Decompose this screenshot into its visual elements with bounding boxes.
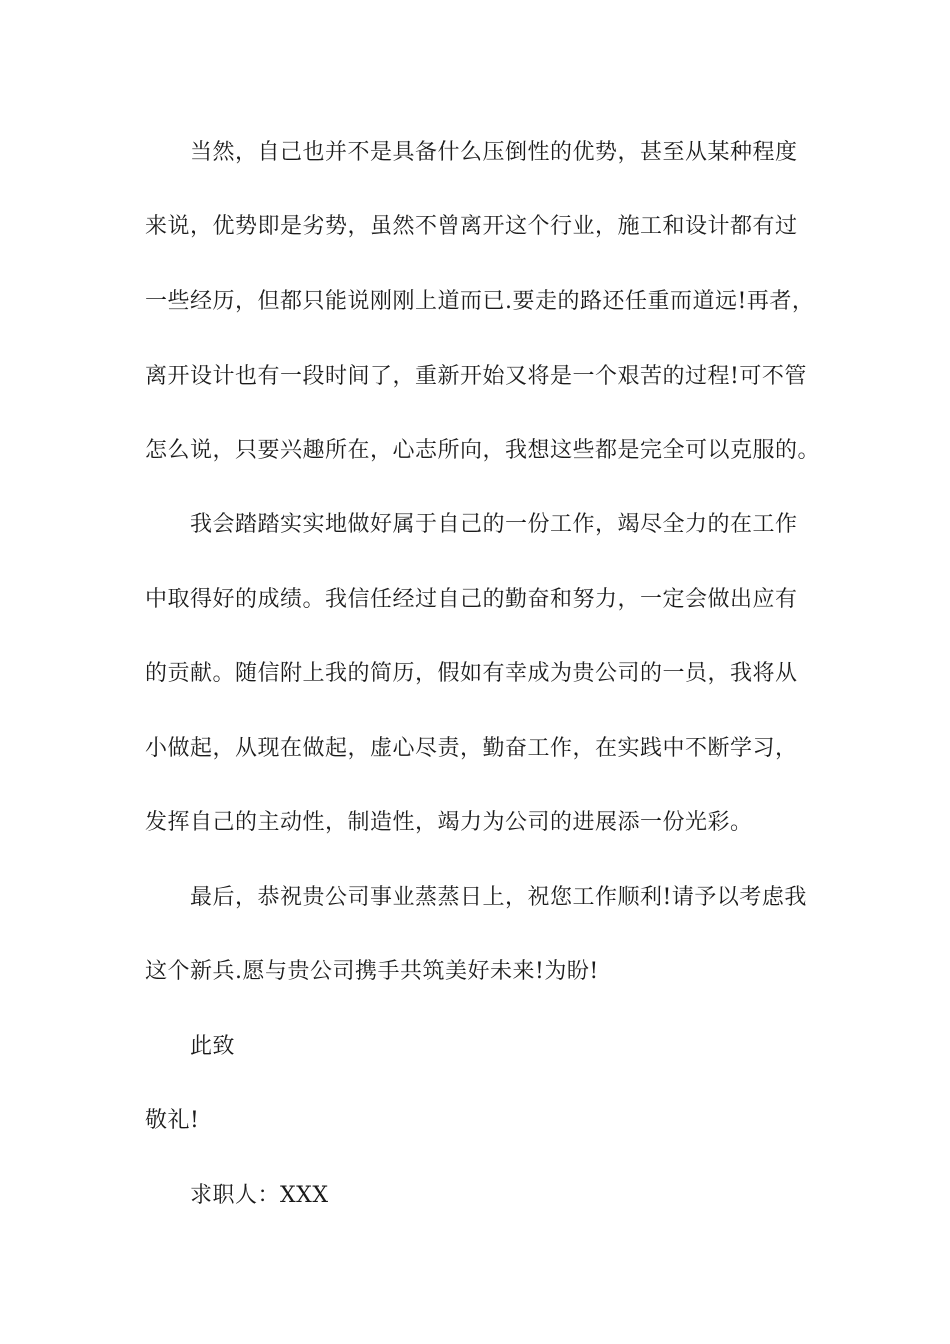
- paragraph-2-line-5: 发挥自己的主动性，制造性，竭力为公司的进展添一份光彩。: [145, 810, 753, 835]
- paragraph-1-line-4: 离开设计也有一段时间了，重新开始又将是一个艰苦的过程!可不管: [145, 364, 807, 389]
- paragraph-2-line-1: 我会踏踏实实地做好属于自己的一份工作，竭尽全力的在工作: [190, 512, 798, 537]
- paragraph-3-line-1: 最后，恭祝贵公司事业蒸蒸日上，祝您工作顺利!请予以考虑我: [190, 885, 807, 910]
- paragraph-3-line-2: 这个新兵.愿与贵公司携手共筑美好未来!为盼!: [145, 959, 599, 984]
- paragraph-2-line-3: 的贡献。随信附上我的简历，假如有幸成为贵公司的一员，我将从: [145, 661, 798, 686]
- paragraph-1-line-1: 当然，自己也并不是具备什么压倒性的优势，甚至从某种程度: [190, 140, 798, 165]
- paragraph-1-line-5: 怎么说，只要兴趣所在，心志所向，我想这些都是完全可以克服的。: [145, 438, 821, 463]
- paragraph-2-line-4: 小做起，从现在做起，虚心尽责，勤奋工作，在实践中不断学习，: [145, 736, 798, 761]
- closing-greeting: 此致: [190, 1034, 236, 1059]
- closing-salute: 敬礼!: [145, 1108, 200, 1133]
- paragraph-1-line-2: 来说，优势即是劣势，虽然不曾离开这个行业，施工和设计都有过: [145, 214, 798, 239]
- paragraph-2-line-2: 中取得好的成绩。我信任经过自己的勤奋和努力，一定会做出应有: [145, 587, 798, 612]
- signature: 求职人：XXX: [190, 1183, 329, 1208]
- paragraph-1-line-3: 一些经历，但都只能说刚刚上道而已.要走的路还任重而道远!再者，: [145, 289, 815, 314]
